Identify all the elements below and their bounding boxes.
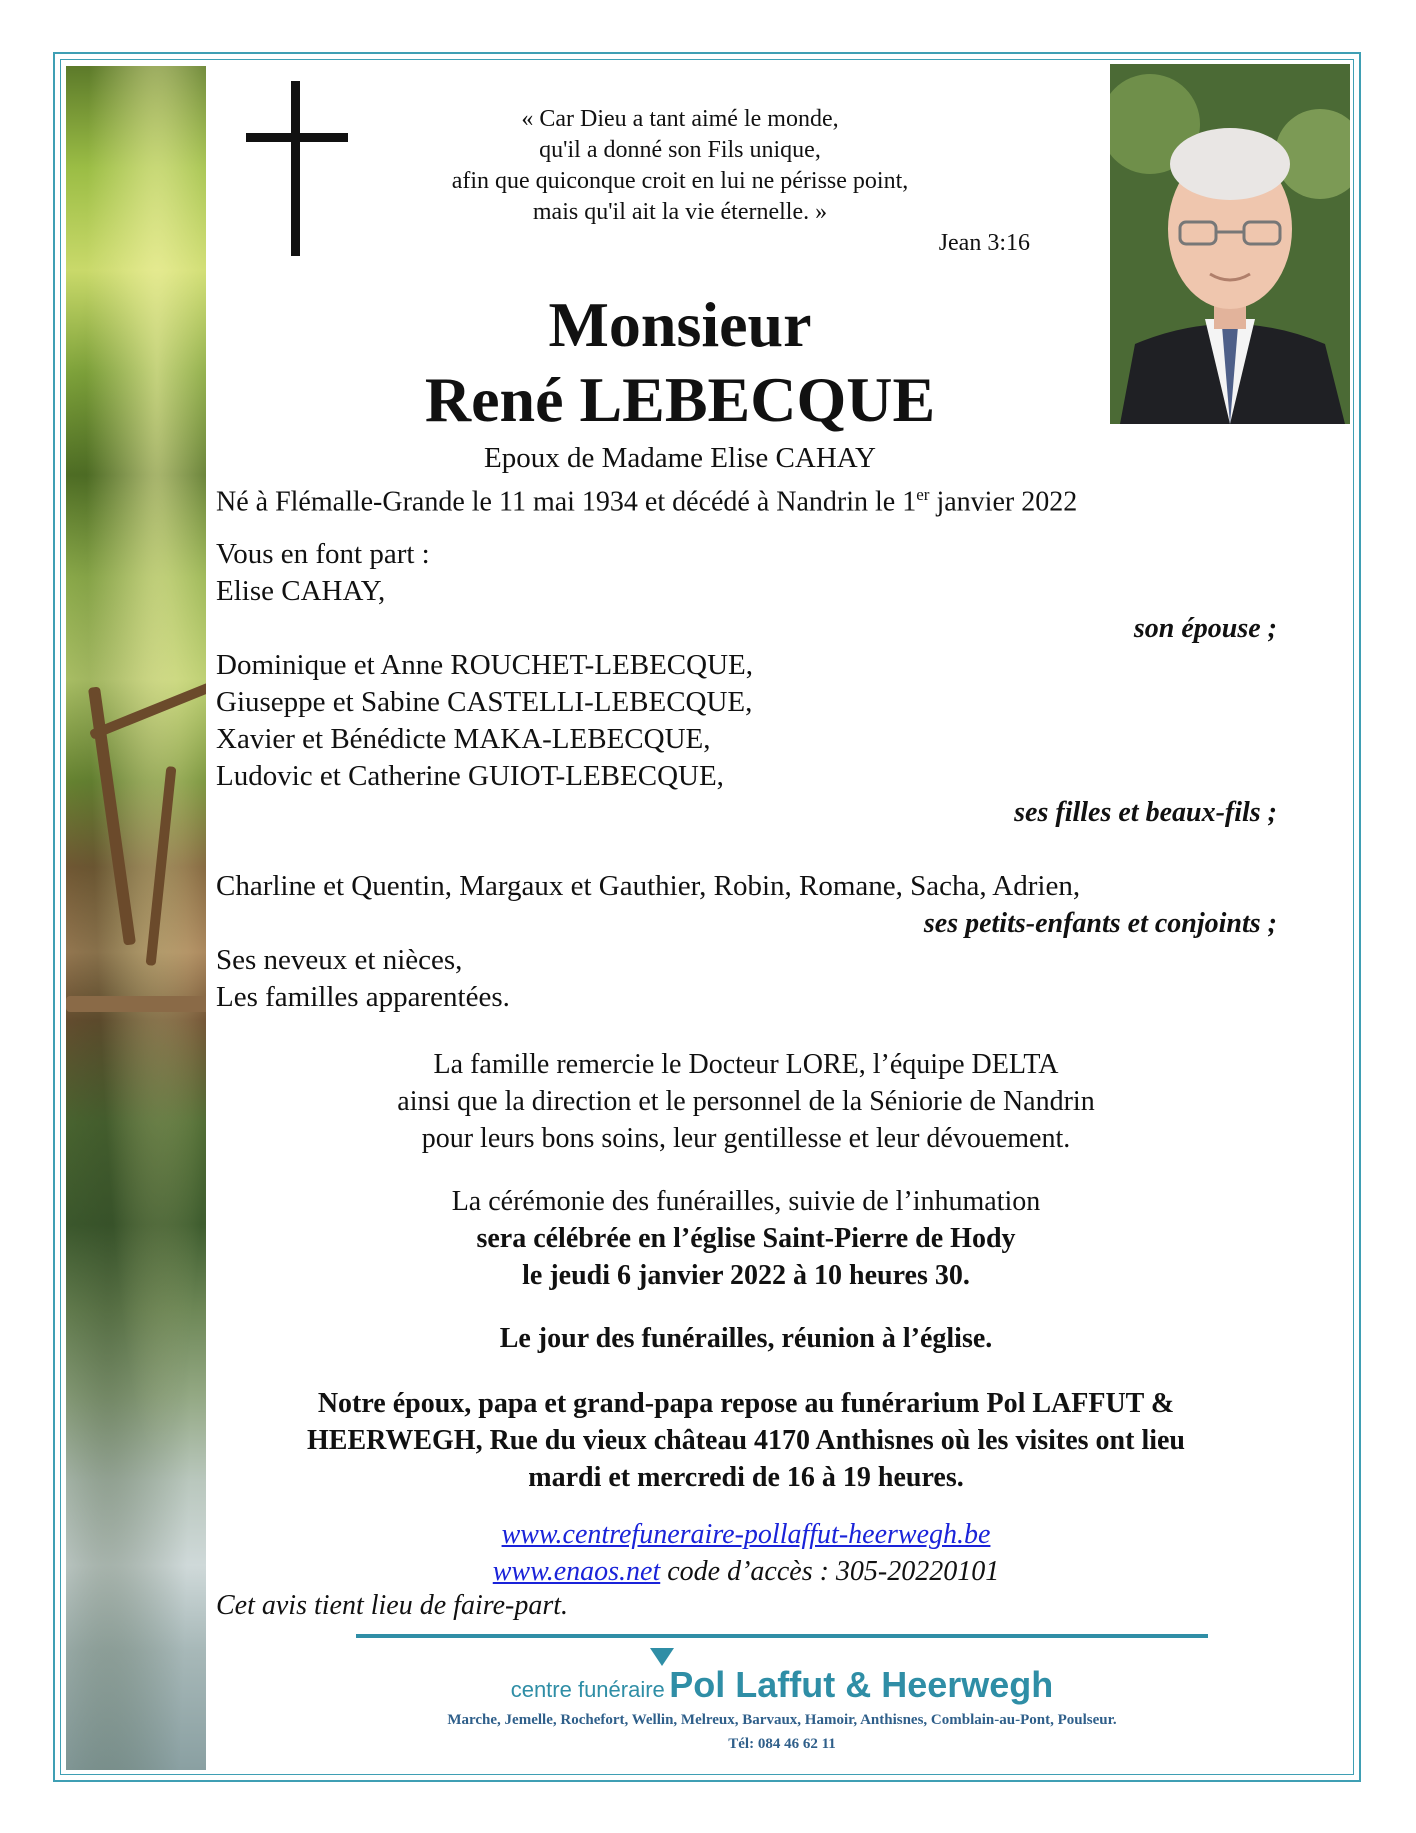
children-role: ses filles et beaux-fils ; xyxy=(1014,797,1277,828)
other-family-line: Ses neveux et nièces, xyxy=(216,944,463,976)
dates-text-end: janvier 2022 xyxy=(929,486,1078,518)
branch-towns: Marche, Jemelle, Rochefort, Wellin, Melreux, Barvaux, Hamoir, Anthisnes, Comblain-au-Pont, Poulseur. xyxy=(447,1712,1117,1728)
child-couple: Dominique et Anne ROUCHET-LEBECQUE, xyxy=(216,649,753,681)
thanks-line: pour leurs bons soins, leur gentillesse et leur dévouement. xyxy=(421,1123,1071,1154)
child-couple: Giuseppe et Sabine CASTELLI-LEBECQUE, xyxy=(216,686,753,718)
ceremony-intro: La cérémonie des funérailles, suivie de l’inhumation xyxy=(451,1186,1041,1217)
phone-number: Tél: 084 46 62 11 xyxy=(728,1736,836,1752)
brand-small: centre funéraire xyxy=(510,1677,665,1702)
ceremony-place: sera célébrée en l’église Saint-Pierre de Hody xyxy=(476,1223,1016,1254)
nature-bridge-image xyxy=(66,66,206,1770)
thanks-line: ainsi que la direction et le personnel de la Séniorie de Nandrin xyxy=(397,1086,1095,1117)
visits-line: Notre époux, papa et grand-papa repose au funérarium Pol LAFFUT & xyxy=(317,1388,1175,1419)
verse-line: qu'il a donné son Fils unique, xyxy=(539,137,821,163)
deceased-name: René LEBECQUE xyxy=(424,364,936,435)
ceremony-block xyxy=(216,1183,1276,1294)
other-family-line: Les familles apparentées. xyxy=(216,981,510,1013)
spouse-name: Elise CAHAY, xyxy=(216,575,386,607)
verse-line: mais qu'il ait la vie éternelle. » xyxy=(532,199,828,225)
meeting-note: Le jour des funérailles, réunion à l’église. xyxy=(499,1323,993,1354)
grandchildren-list: Charline et Quentin, Margaux et Gauthier, Robin, Romane, Sacha, Adrien, xyxy=(216,870,1081,902)
thanks-block xyxy=(216,1046,1276,1157)
links-block xyxy=(216,1516,1276,1590)
footer-divider xyxy=(356,1634,1208,1638)
dates-superscript: er xyxy=(916,485,930,504)
honorific: Monsieur xyxy=(548,289,812,360)
visits-block xyxy=(216,1385,1276,1496)
spouse-line: Epoux de Madame Elise CAHAY xyxy=(484,442,876,474)
notice-text: Cet avis tient lieu de faire-part. xyxy=(216,1590,569,1621)
verse-line: afin que quiconque croit en lui ne périsse point, xyxy=(451,168,909,194)
sunlight-glow xyxy=(66,66,206,1770)
child-couple: Ludovic et Catherine GUIOT-LEBECQUE, xyxy=(216,760,724,792)
bible-verse xyxy=(350,104,1010,228)
funeral-home-logo xyxy=(356,1664,1208,1706)
spouse-role: son épouse ; xyxy=(1133,613,1277,644)
dates-text: Né à Flémalle-Grande le 11 mai 1934 et décédé à Nandrin le 1 xyxy=(216,486,917,518)
cross-icon xyxy=(246,81,348,256)
verse-reference: Jean 3:16 xyxy=(938,230,1030,256)
other-family xyxy=(216,942,1276,1016)
brand-name: Pol Laffut & Heerwegh xyxy=(669,1664,1054,1705)
ceremony-datetime: le jeudi 6 janvier 2022 à 10 heures 30. xyxy=(522,1260,970,1291)
verse-line: « Car Dieu a tant aimé le monde, xyxy=(521,106,839,132)
visits-line: mardi et mercredi de 16 à 19 heures. xyxy=(528,1462,964,1493)
family-intro xyxy=(216,536,1276,610)
enaos-link[interactable]: www.enaos.net xyxy=(492,1556,661,1587)
child-couple: Xavier et Bénédicte MAKA-LEBECQUE, xyxy=(216,723,711,755)
portrait-photo xyxy=(1110,64,1350,424)
access-code: code d’accès : 305-20220101 xyxy=(660,1556,1000,1587)
funeral-home-link[interactable]: www.centrefuneraire-pollaffut-heerwegh.be xyxy=(501,1519,991,1550)
grandchildren-role: ses petits-enfants et conjoints ; xyxy=(923,908,1277,939)
intro-text: Vous en font part : xyxy=(216,538,430,570)
thanks-line: La famille remercie le Docteur LORE, l’équipe DELTA xyxy=(433,1049,1059,1080)
children-list xyxy=(216,647,1276,795)
visits-line: HEERWEGH, Rue du vieux château 4170 Anthisnes où les visites ont lieu xyxy=(306,1425,1186,1456)
birth-death-line xyxy=(216,485,1336,518)
bridge-deck xyxy=(66,996,206,1012)
